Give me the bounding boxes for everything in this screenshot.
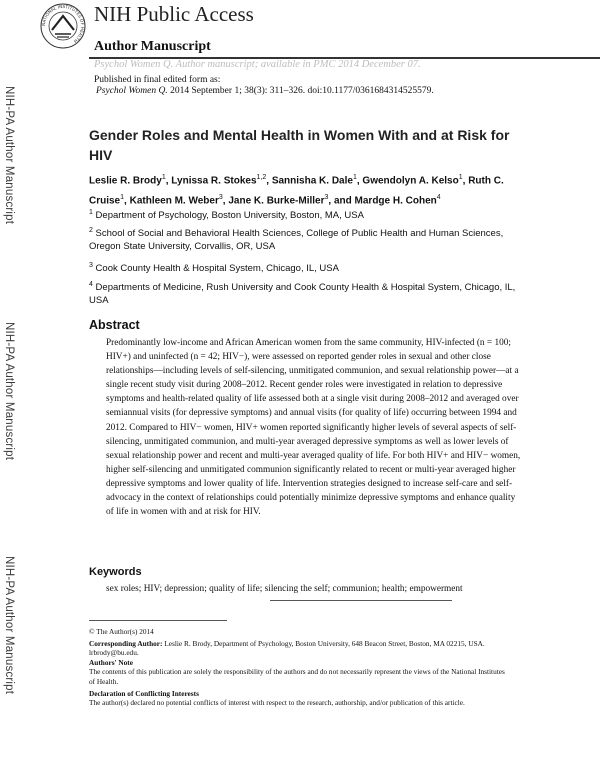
author-affil-mark: 1 <box>161 174 166 181</box>
affiliation-text: Departments of Medicine, Rush University and Cook County Health & Hospital System, Chicago, IL, USA <box>89 282 516 307</box>
affiliation <box>89 278 529 307</box>
header-title: NIH Public Access <box>94 2 254 26</box>
affiliation-mark: 3 <box>89 262 93 269</box>
abstract-text: Predominantly low-income and African American women from the same community, HIV-infected (n = 100; HIV+) and uninfected (n = 42; HIV−), were assessed on reported gender roles in sexual and other close relationships—including levels of self-silencing, unmitigated communion, and sexual relationship power—at a single recent study visit during 2008–2012. Recent gender roles were investigated in relation to depressive symptoms and health-related quality of life assessed both at a single visit during 2008–2012 and averaged over semiannual visits (for depressive symptoms) and annual visits (for quality of life) occurring between 1994 and 2012. Compared to HIV− women, HIV+ women reported significantly higher levels of several aspects of self-silencing, unmitigated communion, and multi-year averaged depressive symptoms as well as lower levels of sexual relationship power and recent and multi-year averaged quality of life. For both HIV+ and HIV− women, higher self-silencing and unmitigated communion significantly related to recent or multi-year averaged higher depressive symptoms and lower quality of life. Intervention strategies designed to increase self-care and self-advocacy in the context of relationships could potentially minimize depressive symptoms and enhance quality of life in women with and at risk for HIV. <box>106 338 521 518</box>
published-in <box>94 75 434 97</box>
authors-note-text: The contents of this publication are solely the responsibility of the authors and do not necessarily represent the views of the National Institutes of Health. <box>89 667 505 686</box>
affiliation-text: Department of Psychology, Boston University, Boston, MA, USA <box>95 210 364 222</box>
affiliation <box>89 224 529 253</box>
journal-name: Psychol Women Q. <box>96 86 168 96</box>
sidebar-watermark: NIH-PA Author Manuscript <box>3 86 15 225</box>
author-affil-mark: 1 <box>458 174 463 181</box>
affiliation-mark: 2 <box>89 227 93 234</box>
affiliation <box>89 259 529 275</box>
author-name: Ruth C. Cruise <box>89 175 504 207</box>
author-list: Leslie R. Brody$^1$, Lynissa R. Stokes$^{1,2}$, Sannisha K. Dale$^1$, Gwendolyn A. Kelso$^1$, Ruth C. Cruise$^1$, Kathleen M. Weber$^3$, Jane K. Burke-Miller$^3$, and Mardge H. Cohen$^4$ <box>89 174 504 207</box>
seal-text: NATIONAL INSTITUTES OF HEALTH <box>41 4 85 44</box>
author-affil-mark: 1 <box>120 193 125 201</box>
author-affil-mark: 1 <box>352 174 357 181</box>
author-name: Mardge H. Cohen <box>354 195 437 207</box>
corresponding-author <box>89 639 509 658</box>
author-name: Jane K. Burke-Miller <box>228 195 325 207</box>
citation-details: 2014 September 1; 38(3): 311–326. doi:10.1177/0361684314525579. <box>167 86 434 96</box>
author-name: Sannisha K. Dale <box>271 175 353 187</box>
author-name: Leslie R. Brody <box>89 175 162 187</box>
sidebar-watermark: NIH-PA Author Manuscript <box>3 556 15 695</box>
affiliation-text: Cook County Health & Hospital System, Chicago, IL, USA <box>95 263 339 275</box>
corresponding-text: Leslie R. Brody, Department of Psychology, Boston University, 648 Beacon Street, Boston, MA 02215, USA. lrbrody@bu.edu. <box>89 638 485 658</box>
conflict-heading: Declaration of Conflicting Interests <box>89 688 199 698</box>
footnote-divider <box>89 620 227 621</box>
keywords-heading: Keywords <box>89 566 142 578</box>
pmc-availability-note: Psychol Women Q. Author manuscript; available in PMC 2014 December 07. <box>94 59 421 70</box>
header-subtitle: Author Manuscript <box>94 39 211 54</box>
nih-seal-logo <box>40 3 86 49</box>
author-affil-mark: 3 <box>218 193 223 201</box>
footnotes <box>89 627 509 708</box>
copyright: © The Author(s) 2014 <box>89 627 154 636</box>
conflict-text: The author(s) declared no potential conflicts of interest with respect to the research, authorship, and/or publication of this article. <box>89 698 465 708</box>
author-affil-mark: 3 <box>324 193 329 201</box>
keywords-text: sex roles; HIV; depression; quality of life; silencing the self; communion; health; empowerment <box>106 584 463 594</box>
published-label: Published in final edited form as: <box>94 75 221 85</box>
author-name: Kathleen M. Weber <box>129 195 219 207</box>
author-name: Gwendolyn A. Kelso <box>362 175 459 187</box>
author-affil-mark: 4 <box>436 193 441 201</box>
authors-note-heading: Authors' Note <box>89 657 133 667</box>
affiliation <box>89 206 529 222</box>
keywords-divider <box>270 600 452 601</box>
abstract-heading: Abstract <box>89 318 140 332</box>
article-title: Gender Roles and Mental Health in Women With and at Risk for HIV <box>89 127 510 163</box>
corresponding-label: Corresponding Author: <box>89 638 163 648</box>
sidebar-watermark: NIH-PA Author Manuscript <box>3 322 15 461</box>
author-affil-mark: 1,2 <box>256 174 267 181</box>
published-citation <box>94 86 434 97</box>
author-name: Lynissa R. Stokes <box>171 175 257 187</box>
affiliation-mark: 1 <box>89 209 93 216</box>
affiliation-mark: 4 <box>89 281 93 288</box>
affiliation-text: School of Social and Behavioral Health Sciences, College of Public Health and Human Sciences, Oregon State University, Corvallis, OR, USA <box>89 228 504 253</box>
